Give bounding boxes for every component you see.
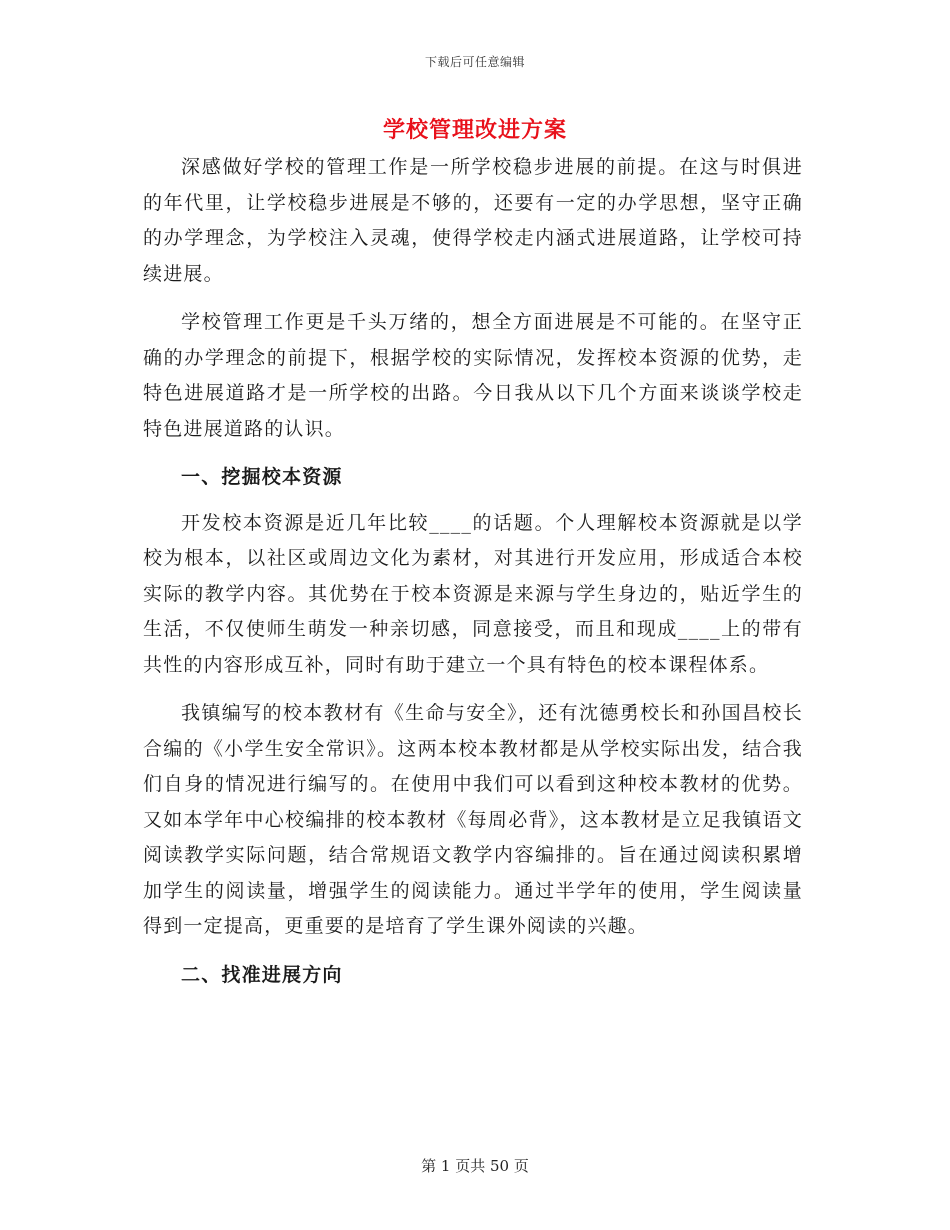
document-title: 学校管理改进方案 [382, 117, 567, 143]
section-heading-2: 二、找准进展方向 [181, 963, 343, 986]
intro-paragraph-2: 学校管理工作更是千头万绪的，想全方面进展是不可能的。在坚守正确的办学理念的前提下，根据学校的实际情况，发挥校本资源的优势，走特色进展道路才是一所学校的出路。今日我从以下几个方面来谈谈学校走特色进展道路的认识。 [143, 311, 803, 440]
intro-paragraph-1: 深感做好学校的管理工作是一所学校稳步进展的前提。在这与时俱进的年代里，让学校稳步进展是不够的，还要有一定的办学思想，坚守正确的办学理念，为学校注入灵魂，使得学校走内涵式进展道路，让学校可持续进展。 [143, 156, 803, 285]
section1-paragraph-1: 开发校本资源是近几年比较____的话题。个人理解校本资源就是以学校为根本，以社区或周边文化为素材，对其进行开发应用，形成适合本校实际的教学内容。其优势在于校本资源是来源与学生身边的，贴近学生的生活，不仅使师生萌发一种亲切感，同意接受，而且和现成____上的带有共性的内容形成互补，同时有助于建立一个具有特色的校本课程体系。 [143, 511, 803, 676]
page-number: 第 1 页共 50 页 [421, 1157, 529, 1175]
header-note: 下载后可任意编辑 [424, 55, 525, 69]
document-body [143, 150, 803, 1003]
section-heading-1: 一、挖掘校本资源 [181, 466, 343, 488]
section1-paragraph-2: 我镇编写的校本教材有《生命与安全》，还有沈德勇校长和孙国昌校长合编的《小学生安全常识》。这两本校本教材都是从学校实际出发，结合我们自身的情况进行编写的。在使用中我们可以看到这种校本教材的优势。又如本学年中心校编排的校本教材《每周必背》，这本教材是立足我镇语文阅读教学实际问题，结合常规语文教学内容编排的。旨在通过阅读积累增加学生的阅读量，增强学生的阅读能力。通过半学年的使用，学生阅读量得到一定提高，更重要的是培育了学生课外阅读的兴趣。 [143, 702, 803, 937]
